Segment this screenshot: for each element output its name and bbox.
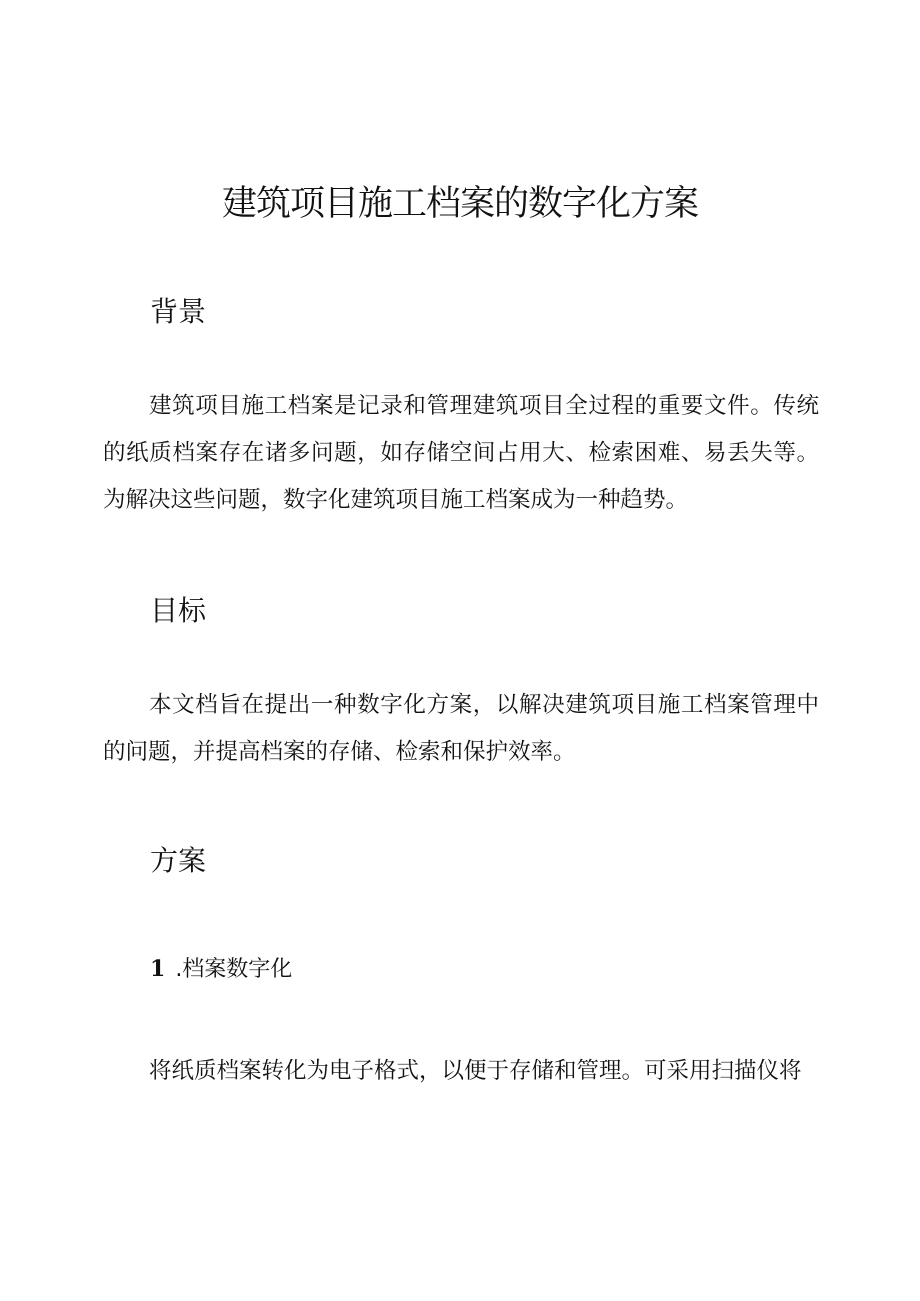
document-title: 建筑项目施工档案的数字化方案 — [221, 184, 698, 224]
section-heading-goal: 目标 — [150, 594, 207, 627]
subsection-heading-digitization — [150, 953, 292, 986]
subsection-number: 1 — [150, 956, 166, 982]
subsection-title: .档案数字化 — [175, 957, 293, 982]
section-heading-plan: 方案 — [150, 844, 207, 877]
goal-paragraph: 本文档旨在提出一种数字化方案，以解决建筑项目施工档案管理中的问题，并提高档案的存储、检索和保护效率。 — [103, 692, 819, 765]
digitization-paragraph: 将纸质档案转化为电子格式，以便于存储和管理。可采用扫描仪将 — [149, 1058, 802, 1084]
section-heading-background: 背景 — [150, 295, 207, 328]
background-paragraph: 建筑项目施工档案是记录和管理建筑项目全过程的重要文件。传统的纸质档案存在诸多问题，如存储空间占用大、检索困难、易丢失等。为解决这些问题，数字化建筑项目施工档案成为一种趋势。 — [103, 393, 819, 513]
